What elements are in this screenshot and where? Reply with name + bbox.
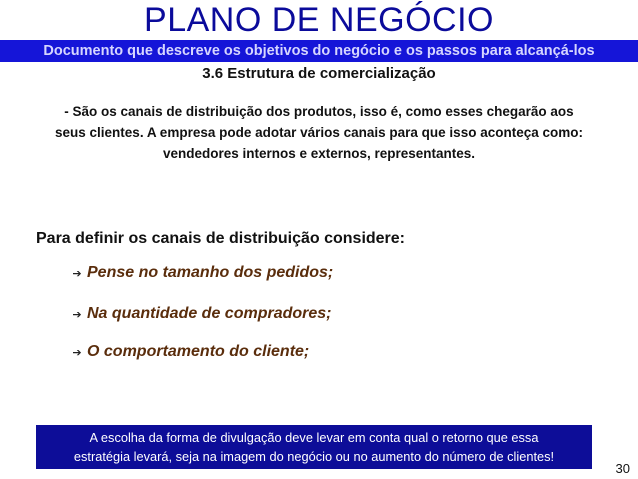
note-line: A escolha da forma de divulgação deve levar em conta qual o retorno que essa <box>89 430 539 445</box>
intro-line: - São os canais de distribuição dos produtos, isso é, como esses chegarão aos <box>64 104 574 119</box>
arrow-bullet-icon: ➔ <box>72 267 82 280</box>
arrow-bullet-icon: ➔ <box>72 308 82 321</box>
slide-header <box>0 0 638 63</box>
list-item <box>70 302 332 326</box>
slide-subtitle: Documento que descreve os objetivos do negócio e os passos para alcançá-los <box>43 43 595 59</box>
arrow-bullet-icon: ➔ <box>72 346 82 359</box>
list-item <box>70 261 333 285</box>
list-item <box>70 340 309 364</box>
intro-line: vendedores internos e externos, representantes. <box>162 146 476 161</box>
slide-title: PLANO DE NEGÓCIO <box>144 1 494 39</box>
note-text <box>74 428 554 466</box>
intro-line: seus clientes. A empresa pode adotar vários canais para que isso aconteça como: <box>55 125 583 140</box>
page-number: 30 <box>615 461 630 476</box>
section-title: 3.6 Estrutura de comercialização <box>202 65 436 82</box>
subtitle-bar <box>0 40 638 62</box>
intro-paragraph <box>8 101 630 164</box>
note-line: estratégia levará, seja na imagem do negócio ou no aumento do número de clientes! <box>73 449 555 464</box>
list-item-text: Pense no tamanho dos pedidos; <box>87 264 334 281</box>
list-item-text: Na quantidade de compradores; <box>87 305 332 322</box>
list-heading: Para definir os canais de distribuição considere: <box>36 230 406 247</box>
list-item-text: O comportamento do cliente; <box>87 343 310 360</box>
note-box <box>36 425 592 469</box>
